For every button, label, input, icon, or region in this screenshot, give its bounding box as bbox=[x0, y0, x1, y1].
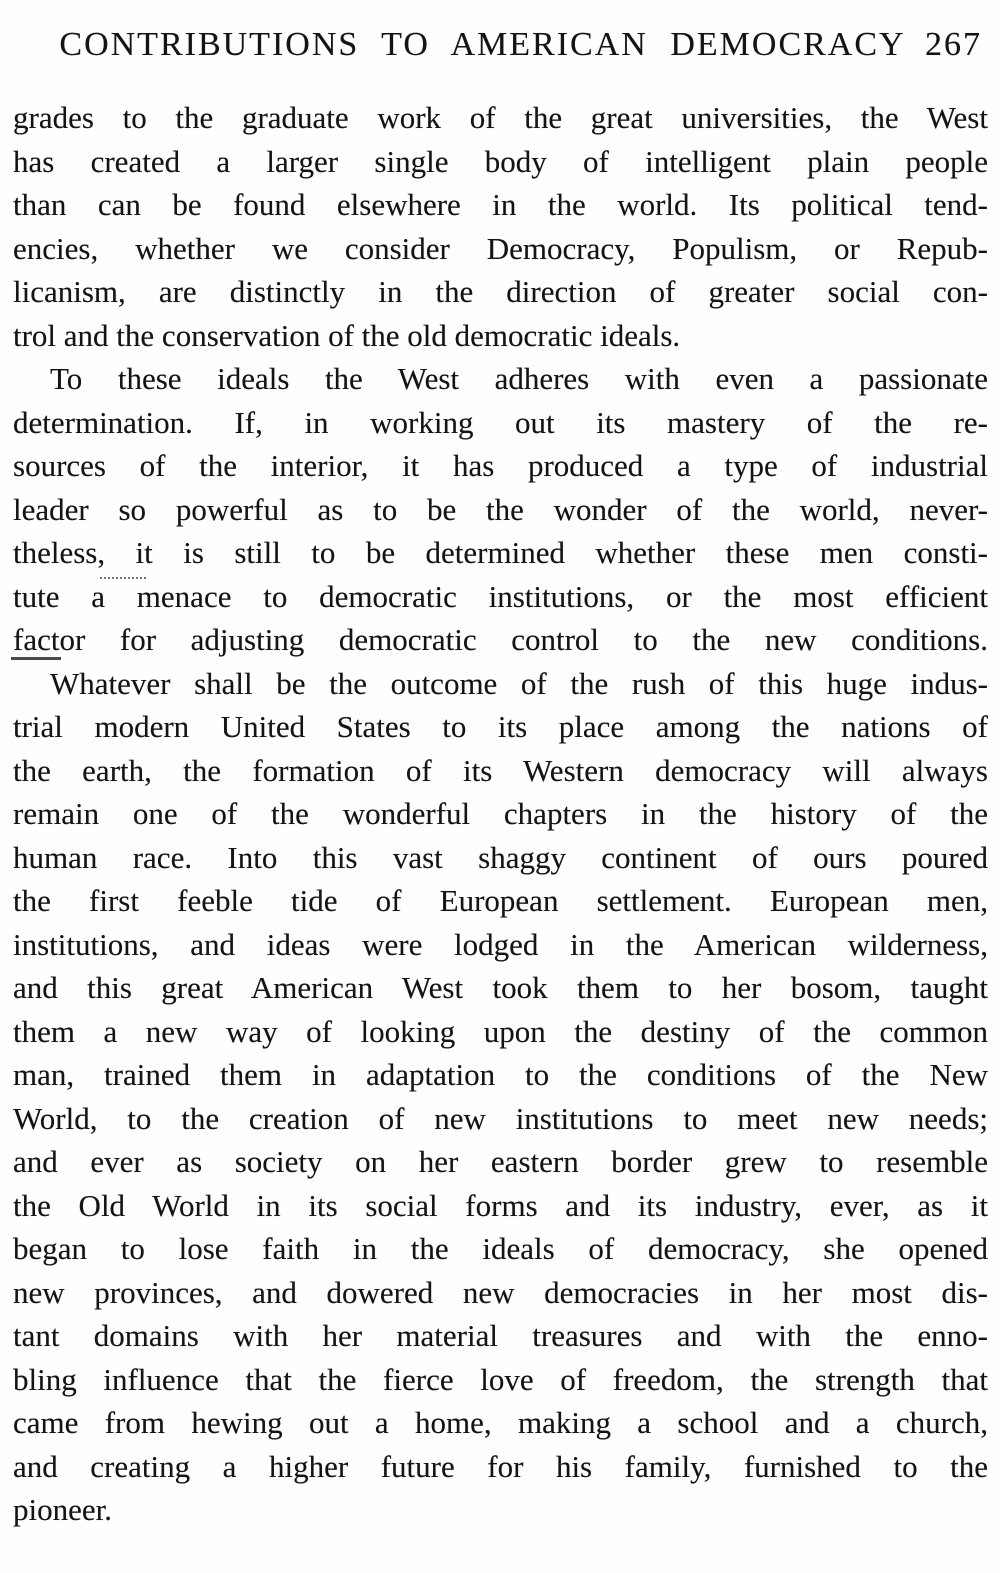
text-line: licanism, are distinctly in the direction of greater social con- bbox=[13, 274, 988, 309]
paragraph bbox=[13, 662, 988, 1532]
paragraph bbox=[13, 357, 988, 662]
text-line: new provinces, and dowered new democracies in her most dis- bbox=[13, 1274, 988, 1310]
text-line: the first feeble tide of European settlement. European men, bbox=[13, 883, 988, 918]
text-line: began to lose faith in the ideals of democracy, she opened bbox=[13, 1231, 988, 1266]
header-title: CONTRIBUTIONS TO AMERICAN DEMOCRACY bbox=[59, 26, 906, 63]
text-line: theless, it is still to be determined whether these men consti- bbox=[13, 535, 988, 570]
running-header bbox=[0, 26, 1000, 64]
text-line: factor for adjusting democratic control to the new conditions. bbox=[13, 622, 988, 657]
text-line: the earth, the formation of its Western democracy will always bbox=[13, 752, 988, 788]
text-line: and ever as society on her eastern border grew to resemble bbox=[13, 1144, 988, 1179]
text-line: World, to the creation of new institutions to meet new needs; bbox=[13, 1100, 988, 1136]
text-line: tute a menace to democratic institutions, or the most efficient bbox=[13, 578, 988, 614]
text-line: and this great American West took them to her bosom, taught bbox=[13, 970, 988, 1005]
text-line: man, trained them in adaptation to the conditions of the New bbox=[13, 1057, 988, 1092]
text-line: grades to the graduate work of the great universities, the West bbox=[13, 100, 988, 135]
text-line: them a new way of looking upon the destiny of the common bbox=[13, 1013, 988, 1049]
text-line: trial modern United States to its place among the nations of bbox=[13, 709, 988, 744]
text-block bbox=[13, 96, 988, 1532]
text-line: than can be found elsewhere in the world. Its political tend- bbox=[13, 187, 988, 222]
text-line: leader so powerful as to be the wonder of the world, never- bbox=[13, 491, 988, 527]
text-line: To these ideals the West adheres with even a passionate bbox=[50, 361, 988, 396]
text-line: bling influence that the fierce love of freedom, the strength that bbox=[13, 1361, 988, 1397]
text-line: the Old World in its social forms and its industry, ever, as it bbox=[13, 1187, 988, 1223]
text-line: has created a larger single body of intelligent plain people bbox=[13, 143, 988, 179]
scan-artifact-dots bbox=[100, 577, 146, 579]
text-line: came from hewing out a home, making a school and a church, bbox=[13, 1405, 988, 1440]
text-line: trol and the conservation of the old democratic ideals. bbox=[13, 317, 681, 353]
text-line: institutions, and ideas were lodged in the American wilderness, bbox=[13, 926, 988, 962]
text-line: remain one of the wonderful chapters in the history of the bbox=[13, 796, 988, 831]
text-line: and creating a higher future for his family, furnished to the bbox=[13, 1448, 988, 1484]
text-line: pioneer. bbox=[13, 1492, 112, 1527]
text-line: human race. Into this vast shaggy continent of ours poured bbox=[13, 839, 988, 875]
text-line: Whatever shall be the outcome of the rush of this huge indus- bbox=[50, 665, 988, 701]
scan-artifact-underline bbox=[11, 657, 61, 660]
text-line: tant domains with her material treasures and with the enno- bbox=[13, 1318, 988, 1353]
text-line: encies, whether we consider Democracy, Populism, or Repub- bbox=[13, 230, 988, 266]
text-line: sources of the interior, it has produced a type of industrial bbox=[13, 448, 988, 483]
page-number: 267 bbox=[925, 26, 982, 63]
paragraph bbox=[13, 96, 988, 357]
text-line: determination. If, in working out its mastery of the re- bbox=[13, 404, 988, 440]
